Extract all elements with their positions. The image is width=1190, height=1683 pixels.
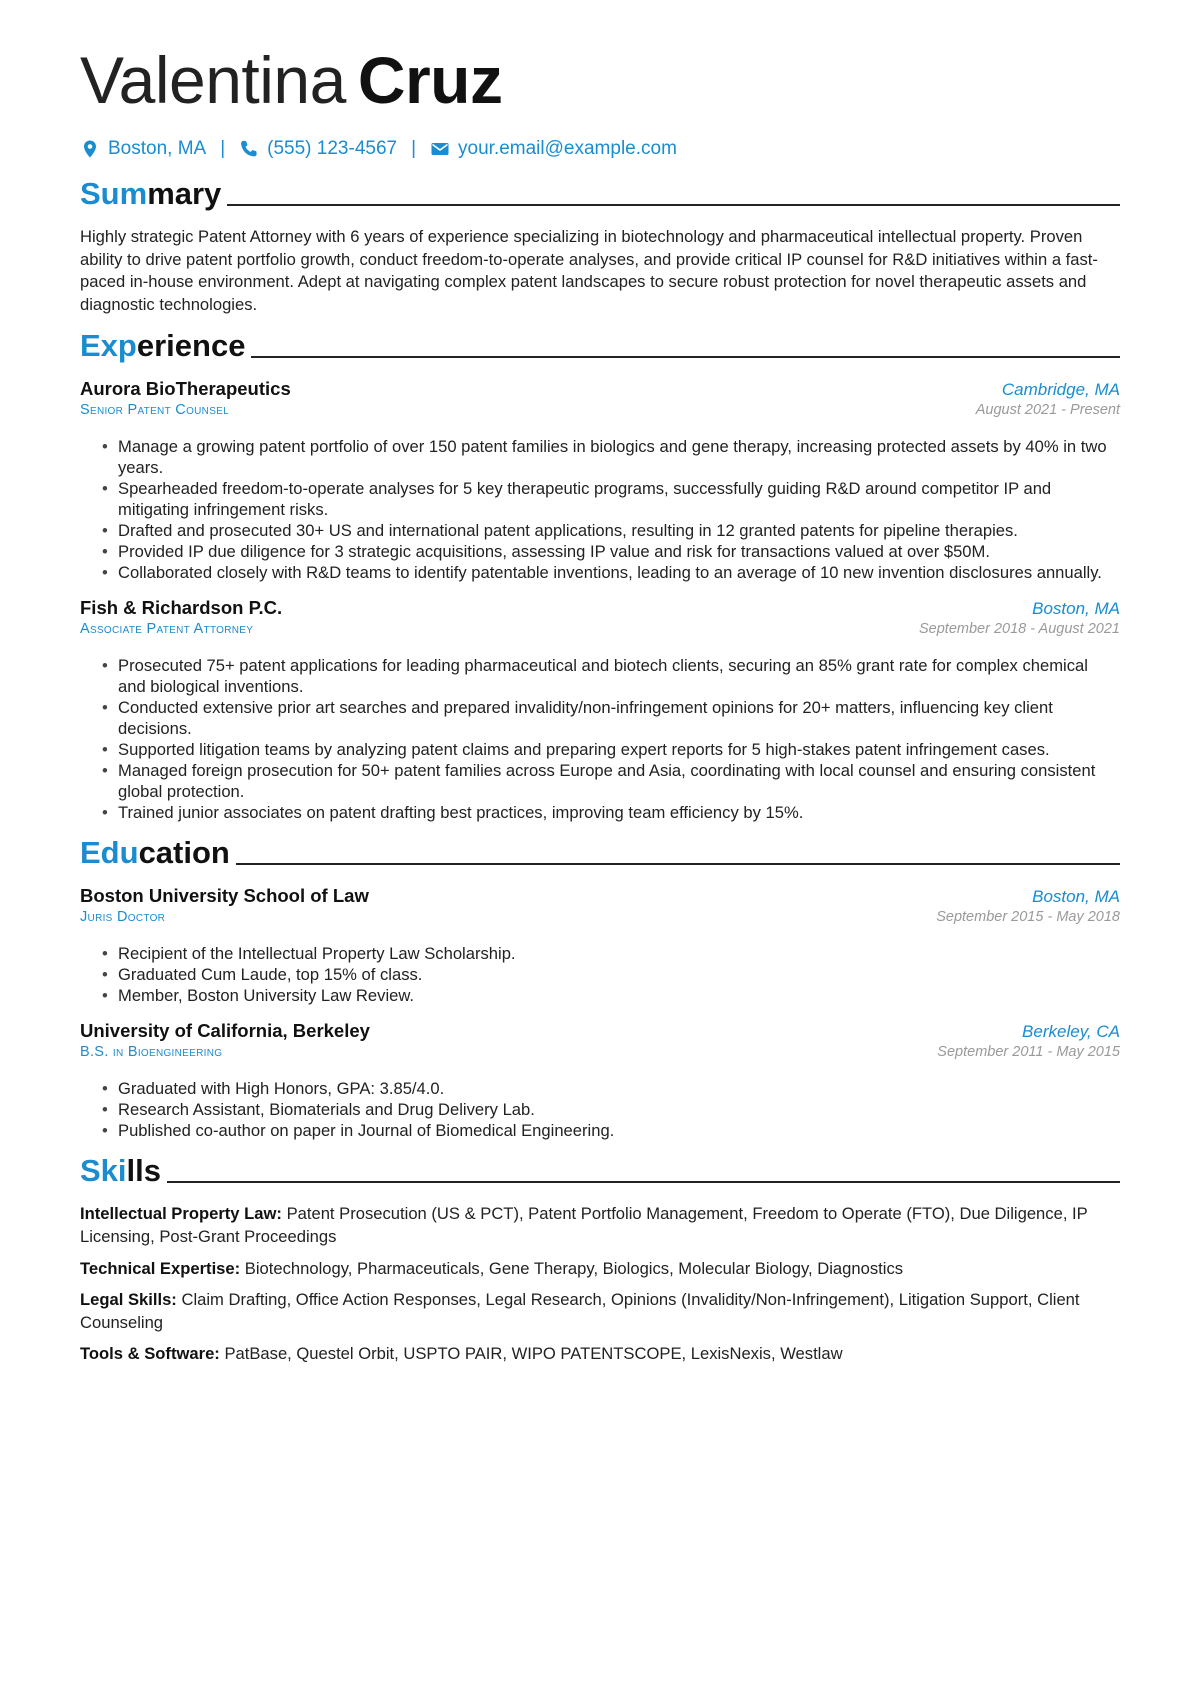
skill-value: PatBase, Questel Orbit, USPTO PAIR, WIPO PATENTSCOPE, LexisNexis, Westlaw: [224, 1344, 843, 1364]
school-location: Boston, MA: [1032, 887, 1120, 907]
location-text: Boston, MA: [108, 138, 207, 159]
job-location: Boston, MA: [1032, 599, 1120, 619]
skills-heading: [80, 1153, 1120, 1189]
list-item: • Spearheaded freedom-to-operate analyses for 5 key therapeutic programs, successfully guiding R&D around competitor IP and mitigating infringement risks.: [102, 478, 1120, 520]
employer-name: Fish & Richardson P.C.: [80, 597, 283, 619]
list-item: • Prosecuted 75+ patent applications for leading pharmaceutical and biotech clients, securing an 85% grant rate for complex chemical and biological inventions.: [102, 655, 1120, 697]
school-bullets: [80, 943, 1120, 1006]
experience-title-rest: erience: [136, 328, 246, 364]
skill-row: [80, 1343, 1120, 1366]
skill-label: Legal Skills:: [80, 1290, 177, 1310]
resume-content: [80, 40, 1120, 1375]
school-name: Boston University School of Law: [80, 885, 369, 907]
section-rule: [167, 1181, 1120, 1183]
list-item: • Drafted and prosecuted 30+ US and international patent applications, resulting in 12 granted patents for pipeline therapies.: [102, 520, 1120, 541]
education-entry: [80, 885, 1120, 1006]
list-item: • Conducted extensive prior art searches and prepared invalidity/non-infringement opinions for 20+ matters, influencing key client decisions.: [102, 697, 1120, 739]
list-item: • Collaborated closely with R&D teams to identify patentable inventions, leading to an average of 10 new invention disclosures annually.: [102, 562, 1120, 583]
skills-title-accent: Ski: [80, 1153, 127, 1189]
education-title-rest: cation: [138, 835, 230, 871]
school-bullets: [80, 1078, 1120, 1141]
list-item: • Supported litigation teams by analyzing patent claims and preparing expert reports for 5 high-stakes patent infringement cases.: [102, 739, 1120, 760]
contact-email[interactable]: [430, 138, 677, 160]
skill-value: Claim Drafting, Office Action Responses, Legal Research, Opinions (Invalidity/Non-Infringement), Litigation Support, Client Counseling: [80, 1290, 1080, 1332]
job-title: Associate Patent Attorney: [80, 621, 254, 638]
job-title: Senior Patent Counsel: [80, 402, 230, 419]
email-link[interactable]: your.email@example.com: [458, 138, 677, 159]
first-name: Valentina: [80, 43, 346, 117]
job-bullets: [80, 655, 1120, 823]
list-item: • Published co-author on paper in Journal of Biomedical Engineering.: [102, 1120, 1120, 1141]
experience-title-accent: Exp: [80, 328, 137, 364]
list-item: • Manage a growing patent portfolio of over 150 patent families in biologics and gene therapy, increasing protected assets by 40% in two years.: [102, 436, 1120, 478]
list-item: • Member, Boston University Law Review.: [102, 985, 1120, 1006]
list-item: • Trained junior associates on patent drafting best practices, improving team efficiency by 15%.: [102, 802, 1120, 823]
skill-row: [80, 1289, 1120, 1334]
list-item: • Research Assistant, Biomaterials and Drug Delivery Lab.: [102, 1099, 1120, 1120]
education-entry: [80, 1020, 1120, 1141]
skill-label: Intellectual Property Law:: [80, 1204, 282, 1224]
job-dates: August 2021 - Present: [975, 402, 1120, 419]
employer-name: Aurora BioTherapeutics: [80, 378, 291, 400]
skill-value: Biotechnology, Pharmaceuticals, Gene Therapy, Biologics, Molecular Biology, Diagnostics: [244, 1258, 904, 1278]
contact-line: [80, 134, 1120, 164]
list-item: • Graduated with High Honors, GPA: 3.85/4.0.: [102, 1078, 1120, 1099]
summary-heading: [80, 176, 1120, 212]
degree: Juris Doctor: [80, 909, 166, 926]
job-bullets: [80, 436, 1120, 583]
contact-phone[interactable]: [239, 138, 397, 160]
skills-title-rest: lls: [126, 1153, 161, 1189]
skill-label: Technical Expertise:: [80, 1258, 241, 1278]
education-heading: [80, 835, 1120, 871]
education-title-accent: Edu: [80, 835, 139, 871]
phone-text: (555) 123-4567: [267, 138, 398, 159]
skill-label: Tools & Software:: [80, 1344, 220, 1364]
skills-list: [80, 1203, 1120, 1366]
list-item: • Graduated Cum Laude, top 15% of class.: [102, 964, 1120, 985]
experience-heading: [80, 328, 1120, 364]
section-rule: [251, 356, 1120, 358]
skill-row: [80, 1258, 1120, 1281]
experience-entry: [80, 597, 1120, 823]
experience-entry: [80, 378, 1120, 583]
skill-value: Patent Prosecution (US & PCT), Patent Portfolio Management, Freedom to Operate (FTO), Due Diligence, IP Licensing, Post-Grant Proceedings: [80, 1204, 1088, 1246]
skill-row: [80, 1203, 1120, 1248]
list-item: • Recipient of the Intellectual Property Law Scholarship.: [102, 943, 1120, 964]
contact-location: [80, 138, 206, 160]
job-location: Cambridge, MA: [1001, 380, 1120, 400]
summary-title-accent: Sum: [80, 176, 148, 211]
phone-icon: [239, 139, 259, 159]
school-name: University of California, Berkeley: [80, 1020, 370, 1042]
candidate-name: [80, 40, 1120, 120]
school-dates: September 2015 - May 2018: [936, 909, 1120, 926]
list-item: • Provided IP due diligence for 3 strategic acquisitions, assessing IP value and risk for transactions valued at over $50M.: [102, 541, 1120, 562]
contact-separator: |: [411, 138, 417, 159]
contact-separator: |: [220, 138, 226, 159]
last-name: Cruz: [357, 43, 503, 117]
summary-text: Highly strategic Patent Attorney with 6 years of experience specializing in biotechnology and pharmaceutical intellectual property. Proven ability to drive patent portfolio growth, conduct freedom-to-operate analyses, and provide critical IP counsel for R&D initiatives within a fast-paced in-house environment. Adept at navigating complex patent landscapes to secure robust protection for novel therapeutic assets and diagnostic technologies.: [80, 227, 1098, 314]
degree: B.S. in Bioengineering: [80, 1044, 223, 1061]
map-pin-icon: [80, 139, 100, 159]
list-item: • Managed foreign prosecution for 50+ patent families across Europe and Asia, coordinating with local counsel and ensuring consistent global protection.: [102, 760, 1120, 802]
school-location: Berkeley, CA: [1022, 1022, 1120, 1042]
school-dates: September 2011 - May 2015: [937, 1044, 1120, 1061]
section-rule: [227, 204, 1120, 206]
job-dates: September 2018 - August 2021: [919, 621, 1120, 638]
summary-title-rest: mary: [147, 176, 222, 211]
envelope-icon: [430, 139, 450, 159]
section-rule: [236, 863, 1120, 865]
